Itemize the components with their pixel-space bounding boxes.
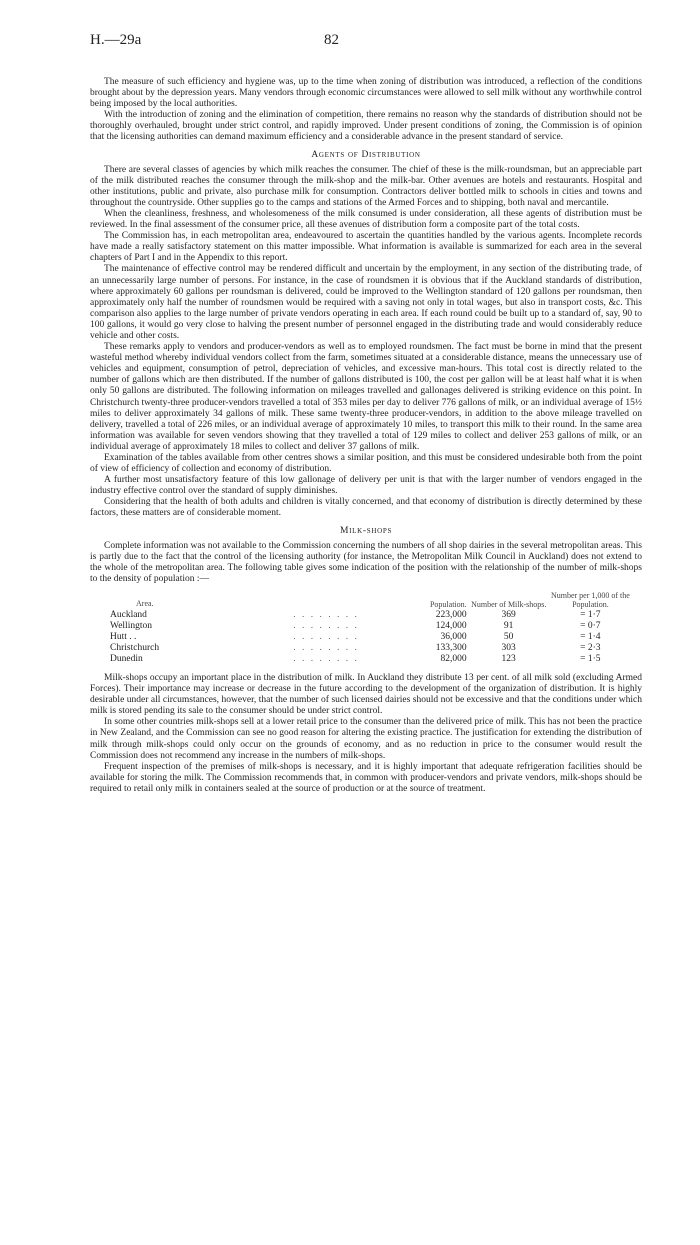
paragraph: Milk-shops occupy an important place in the distribution of milk. In Auckland they distribute 13 per cent. of all milk sold (excluding Armed Forces). Their importance may increase or decrease in the future according to the development of the organization of distribution. It is highly desirable under all circumstances, however, that the number of such licensed dairies should not be excessive and that the conditions under which milk is stored pending its sale to the consumer should be under strict control. (90, 672, 642, 717)
cell-area: Hutt . . (110, 631, 137, 642)
paragraph: A further most unsatisfactory feature of this low gallonage of delivery per unit is that with the larger number of vendors engaged in the industry effective control over the standard of supply diminishes. (90, 475, 642, 497)
report-reference: H.—29a (90, 32, 142, 48)
cell-area: Christchurch (110, 642, 160, 653)
cell-population: 36,000 (440, 631, 467, 642)
milkshop-table (110, 591, 630, 665)
leader-dots: . . . . . . . . (293, 642, 359, 653)
cell-population: 124,000 (435, 620, 467, 631)
cell-milkshops: 123 (501, 653, 516, 664)
paragraph: Frequent inspection of the premises of milk-shops is necessary, and it is highly important that adequate refrigeration facilities should be available for storing the milk. The Commission recommends that, in common with producer-vendors and private vendors, milk-shops should be required to retail only milk in containers sealed at the source of production or at the source of treatment. (90, 761, 642, 794)
paragraph: The measure of such efficiency and hygiene was, up to the time when zoning of distribution was introduced, a reflection of the conditions brought about by the depression years. Many vendors through economic circumstances were allowed to sell milk without any worthwhile control being imposed by the local authorities. (90, 77, 642, 110)
cell-per-thousand: = 1·4 (580, 631, 601, 642)
cell-per-thousand: = 1·7 (580, 609, 601, 620)
table-row (110, 654, 630, 665)
document-page (90, 32, 642, 795)
column-header-area: Area. (136, 598, 154, 608)
table-row (110, 632, 630, 643)
page-number: 82 (324, 32, 339, 48)
paragraph: These remarks apply to vendors and producer-vendors as well as to employed roundsmen. The fact must be borne in mind that the present wasteful method whereby individual vendors collect from the farm, sometimes situated at a considerable distance, means the unnecessary use of vehicles and equipment, consumption of petrol, depreciation of vehicles, and excessive man-hours. This total cost is directly related to the number of gallons which are then distributed. If the number of gallons distributed is 100, the cost per gallon will be at least half what it is when only 50 gallons are distributed. The following information on mileages travelled and gallonages delivered is striking evidence on this point. In Christchurch twenty-three producer-vendors travelled a total of 353 miles per day to deliver 776 gallons of milk, or an individual average of 15½ miles to deliver approximately 34 gallons of milk. These same twenty-three producer-vendors, in addition to the above mileage travelled on delivery, travelled a total of 226 miles, or an individual average of approximately 10 miles, to transport this milk to their round. In the same area information was available for seven vendors showing that they travelled a total of 129 miles to collect and deliver 253 gallons of milk, or an individual average of approximately 18 miles to collect and deliver 37 gallons of milk. (90, 342, 642, 452)
cell-milkshops: 303 (501, 642, 516, 653)
page-header (90, 32, 642, 49)
column-header-per-thousand: Number per 1,000 of the Population. (550, 590, 630, 609)
cell-population: 133,300 (435, 642, 467, 653)
table-row (110, 643, 630, 654)
cell-milkshops: 50 (503, 631, 514, 642)
paragraph: The Commission has, in each metropolitan area, endeavoured to ascertain the quantities handled by the various agents. Incomplete records have made a really satisfactory statement on this matter impossible. What information is available is summarized for each area in the several chapters of Part I and in the Appendix to this report. (90, 231, 642, 264)
leader-dots: . . . . . . . . (293, 653, 359, 664)
paragraph: There are several classes of agencies by which milk reaches the consumer. The chief of these is the milk-roundsman, but an appreciable part of the milk distributed reaches the consumer through the milk-shop and the milk-bar. Other avenues are hotels and restaurants. Hospital and other institutions, public and private, also purchase milk for consumption. Contractors deliver bottled milk to schools in cities and towns and throughout the countryside. Other supplies go to the camps and stations of the Armed Forces and to shipping, both naval and mercantile. (90, 164, 642, 208)
cell-area: Wellington (110, 620, 152, 631)
cell-area: Dunedin (110, 653, 143, 664)
paragraph: When the cleanliness, freshness, and wholesomeness of the milk consumed is under consideration, all these agents of distribution must be reviewed. In the final assessment of the consumer price, all these avenues of distribution form a composite part of the total costs. (90, 208, 642, 231)
paragraph: Considering that the health of both adults and children is vitally concerned, and that economy of distribution is directly determined by these factors, these matters are of considerable moment. (90, 497, 642, 519)
section-heading-agents: Agents of Distribution (311, 149, 421, 160)
column-header-milkshops: Number of Milk-shops. (471, 599, 547, 609)
cell-population: 82,000 (440, 653, 467, 664)
table-row (110, 610, 630, 621)
column-header-population: Population. (429, 599, 467, 609)
cell-population: 223,000 (435, 609, 467, 620)
paragraph: The maintenance of effective control may be rendered difficult and uncertain by the employment, in any section of the distributing trade, of an unnecessarily large number of persons. For instance, in the case of roundsmen it is obvious that if the Auckland standards of distribution, where approximately 60 gallons per roundsman is delivered, could be improved to the Wellington standard of 120 gallons per roundsman, then approximately only half the number of roundsmen would be required with a saving not only in total wages, but also in transport costs, &c. This comparison also applies to the large number of private vendors operating in each area. If each round could be built up to a standard of, say, 90 to 100 gallons, it would go very close to halving the present number of personnel engaged in the distributing trade and would considerably reduce vehicle and other costs. (90, 264, 642, 341)
document-body (90, 77, 642, 795)
paragraph: In some other countries milk-shops sell at a lower retail price to the consumer than the delivered price of milk. This has not been the practice in New Zealand, and the Commission can see no good reason for altering the existing practice. The justification for extending the distribution of milk through milk-shops could only occur on the grounds of economy, and as no reduction in price to the consumer would result the Commission does not recommend any increase in the numbers of milk-shops. (90, 717, 642, 761)
cell-milkshops: 369 (501, 609, 516, 620)
paragraph: Examination of the tables available from other centres shows a similar position, and this must be considered undesirable both from the point of view of efficiency of collection and economy of distribution. (90, 453, 642, 475)
cell-milkshops: 91 (503, 620, 514, 631)
cell-per-thousand: = 2·3 (580, 642, 601, 653)
cell-per-thousand: = 1·5 (580, 653, 601, 664)
leader-dots: . . . . . . . . (293, 631, 359, 642)
cell-area: Auckland (110, 609, 147, 620)
table-row (110, 621, 630, 632)
paragraph: With the introduction of zoning and the elimination of competition, there remains no reason why the standards of distribution should not be thoroughly overhauled, brought under strict control, and rapidly improved. Under present conditions of zoning, the Commission is of opinion that the licensing authorities can demand maximum efficiency and a considerable advance in the present standard of service. (90, 110, 642, 143)
table-header (110, 591, 630, 609)
leader-dots: . . . . . . . . (293, 620, 359, 631)
leader-dots: . . . . . . . . (293, 609, 359, 620)
cell-per-thousand: = 0·7 (580, 620, 601, 631)
section-heading-milkshops: Milk-shops (339, 525, 393, 536)
paragraph: Complete information was not available to the Commission concerning the numbers of all shop dairies in the several metropolitan areas. This is partly due to the fact that the control of the licensing authority (for instance, the Metropolitan Milk Council in Auckland) does not extend to the whole of the metropolitan area. The following table gives some indication of the position with the relationship of the number of milk-shops to the density of population :— (90, 540, 642, 584)
